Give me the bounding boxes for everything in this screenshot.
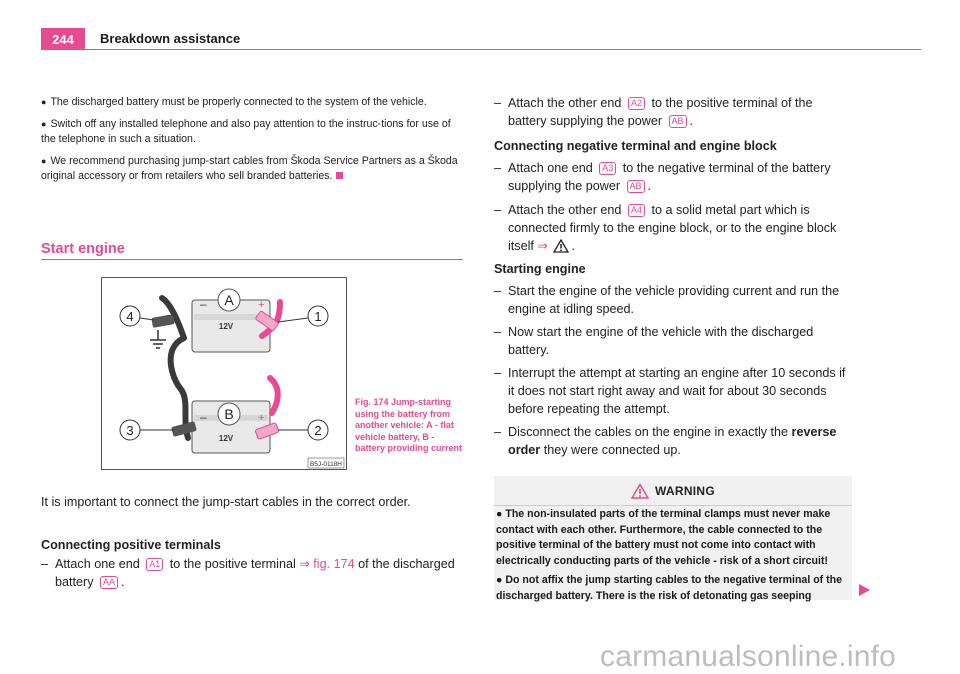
figure-caption: Fig. 174 Jump-starting using the battery from another vehicle: A - flat vehicle battery, B - battery providing current xyxy=(355,397,463,453)
warning-link-arrow[interactable]: ⇒ xyxy=(537,239,548,253)
callout-3-label: 3 xyxy=(126,423,134,438)
starting-step: – Interrupt the attempt at starting an engine after 10 seconds if it does not start right away and wait for about 30 seconds before repeating the attempt. xyxy=(494,366,846,416)
ref-badge: AB xyxy=(669,115,687,128)
callout-2-label: 2 xyxy=(314,423,322,438)
emphasis-text: reverse order xyxy=(508,425,837,457)
negative-heading: Connecting negative terminal and engine block xyxy=(494,139,777,153)
bullet-icon: ● xyxy=(496,574,503,586)
battery-a-label: A xyxy=(224,292,234,308)
section-rule xyxy=(41,259,463,260)
warning-triangle-icon xyxy=(553,239,569,253)
bullet-icon: ● xyxy=(41,156,47,166)
warning-item: ● Do not affix the jump starting cables to the negative terminal of the discharged battery. There is the risk of detonating gas seeping xyxy=(496,574,843,602)
callout-1-label: 1 xyxy=(314,309,322,324)
header-rule xyxy=(41,49,921,50)
dash-icon: – xyxy=(494,425,502,439)
clamp-4 xyxy=(151,314,174,328)
bullet-item: ● The discharged battery must be properly connected to the system of the vehicle. xyxy=(41,96,427,108)
bullet-item: ● Switch off any installed telephone and also pay attention to the instruc-tions for use of the telephone in such a situation. xyxy=(41,118,451,145)
positive-step-1: – Attach one end A1 to the positive terminal ⇒ fig. 174 of the discharged battery AA . xyxy=(41,557,455,589)
positive-heading: Connecting positive terminals xyxy=(41,538,221,552)
warning-header xyxy=(494,476,852,506)
intro-bullet-list xyxy=(41,95,466,191)
section-end-mark-icon xyxy=(336,172,343,179)
positive-cable-bottom xyxy=(270,378,278,413)
jump-start-diagram xyxy=(102,278,346,469)
warning-item: ● The non-insulated parts of the terminal clamps must never make contact with each other. Furthermore, the cable connected to the positive terminal of the battery must not come into contact with electrically conducting parts of the vehicle - risk of a short circuit! xyxy=(496,508,831,567)
continue-arrow-icon[interactable] xyxy=(857,583,871,597)
bullet-icon: ● xyxy=(496,508,503,520)
ref-badge: AA xyxy=(100,576,118,589)
ref-badge: A1 xyxy=(146,558,163,571)
bullet-icon: ● xyxy=(41,119,47,129)
battery-b-minus-label: – xyxy=(200,410,207,424)
dash-icon: – xyxy=(494,325,502,339)
starting-step-last: – Disconnect the cables on the engine in exactly the reverse order they were connected up. xyxy=(494,425,837,457)
chapter-title: Breakdown assistance xyxy=(100,31,241,46)
callout-1-leader xyxy=(278,318,308,322)
figure-jump-start xyxy=(101,277,347,470)
dash-icon: – xyxy=(494,284,502,298)
dash-icon: – xyxy=(494,161,502,175)
section-title: Start engine xyxy=(41,241,125,257)
figure-link[interactable]: ⇒ fig. 174 xyxy=(299,557,355,571)
warning-body xyxy=(496,507,850,608)
dash-icon: – xyxy=(494,203,502,217)
starting-step: – Now start the engine of the vehicle with the discharged battery. xyxy=(494,325,814,357)
order-note: It is important to connect the jump-start cables in the correct order. xyxy=(41,495,411,509)
warning-title: WARNING xyxy=(654,483,716,498)
battery-b-label: B xyxy=(224,406,234,422)
negative-cable xyxy=(171,338,188,438)
ref-badge: A4 xyxy=(628,204,645,217)
starting-heading: Starting engine xyxy=(494,262,586,276)
warning-icon xyxy=(631,483,649,499)
ground-icon xyxy=(150,330,166,348)
battery-a-minus-label: – xyxy=(200,297,207,311)
ref-badge: AB xyxy=(627,180,645,193)
page-number: 244 xyxy=(41,28,85,50)
bullet-item: ● We recommend purchasing jump-start cables from Škoda Service Partners as a Škoda original accessory or from retailers who sell branded batteries. xyxy=(41,155,458,182)
dash-icon: – xyxy=(494,96,502,110)
battery-b-voltage: 12V xyxy=(218,434,234,443)
starting-step: – Start the engine of the vehicle providing current and run the engine at idling speed. xyxy=(494,284,840,316)
battery-a-plus-label: + xyxy=(258,299,265,311)
callout-4-label: 4 xyxy=(126,309,134,324)
negative-step-2: – Attach the other end A4 to a solid metal part which is connected firmly to the engine block, or to the engine block itself ⇒ . xyxy=(494,203,837,253)
ref-badge: A3 xyxy=(599,162,616,175)
positive-step-2: – Attach the other end A2 to the positive terminal of the battery supplying the power AB . xyxy=(494,96,813,128)
dash-icon: – xyxy=(41,557,49,571)
footer-watermark: carmanualsonline.info xyxy=(600,640,897,673)
ref-badge: A2 xyxy=(628,97,645,110)
dash-icon: – xyxy=(494,366,502,380)
figure-code: B5J-0118H xyxy=(309,461,343,468)
negative-step-1: – Attach one end A3 to the negative terminal of the battery supplying the power AB . xyxy=(494,161,831,193)
battery-b-plus-label: + xyxy=(258,412,265,424)
bullet-icon: ● xyxy=(41,97,47,107)
battery-a-voltage: 12V xyxy=(218,322,234,331)
